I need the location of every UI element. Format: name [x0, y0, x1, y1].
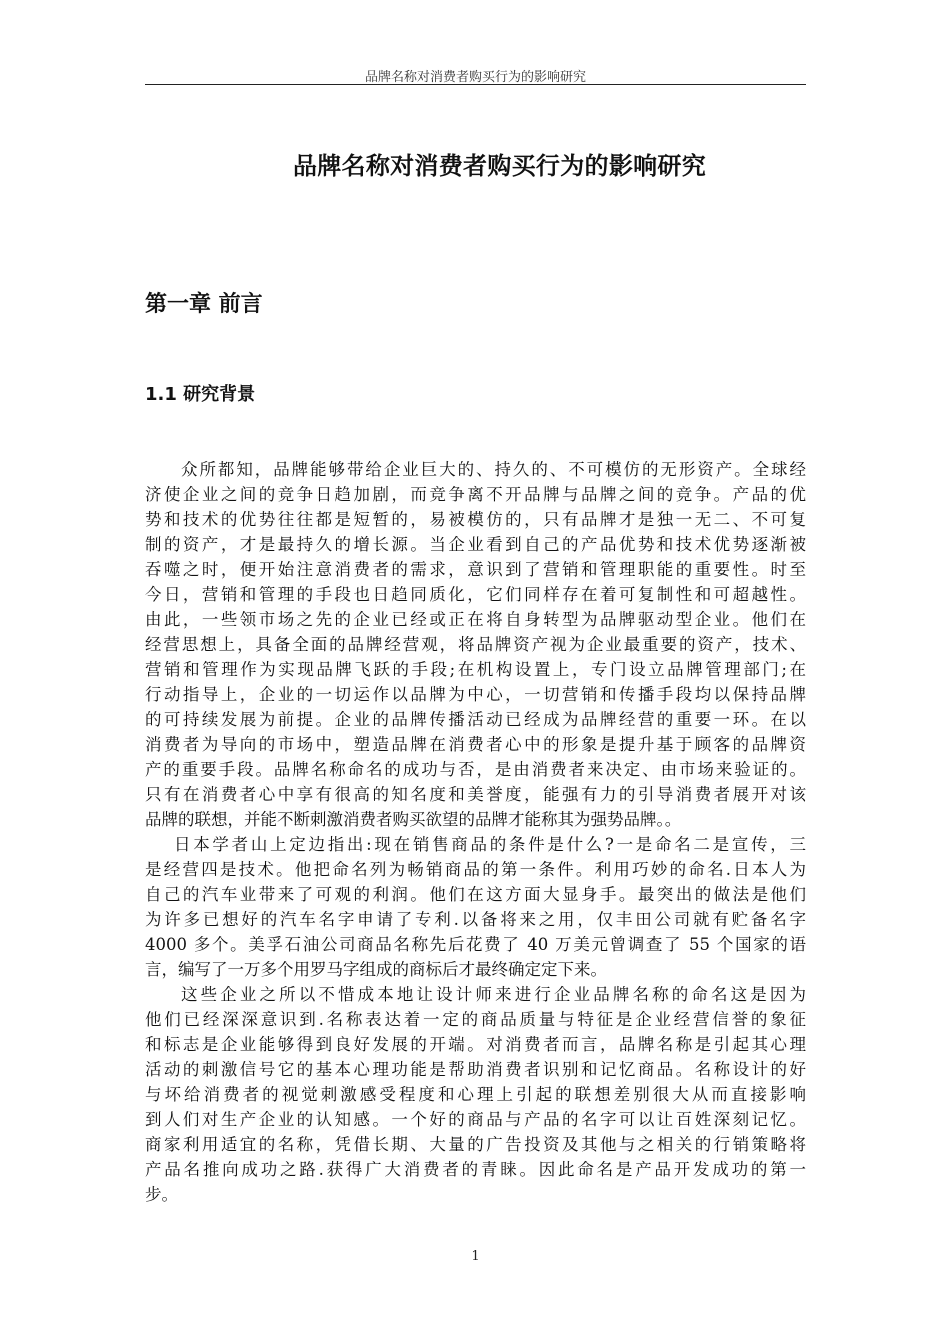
text-line: 的可持续发展为前提。企业的品牌传播活动已经成为品牌经营的重要一环。在以 — [145, 710, 806, 729]
page-number: 1 — [471, 1249, 480, 1264]
text-line: 与坏给消费者的视觉刺激感受程度和心理上引起的联想差别很大从而直接影响 — [145, 1085, 806, 1104]
document-title: 品牌名称对消费者购买行为的影响研究 — [292, 152, 707, 180]
text-line: 品牌的联想，并能不断刺激消费者购买欲望的品牌才能称其为强势品牌。。 — [145, 810, 682, 829]
paragraph-1 — [145, 457, 806, 832]
text-line: 消费者为导向的市场中，塑造品牌在消费者心中的形象是提升基于顾客的品牌资 — [145, 735, 806, 754]
chapter-heading: 第一章 前言 — [145, 292, 263, 317]
text-line: 产的重要手段。品牌名称命名的成功与否，是由消费者来决定、由市场来验证的。 — [145, 760, 806, 779]
text-line: 为许多已想好的汽车名字申请了专利.以备将来之用，仅丰田公司就有贮备名字 — [145, 910, 806, 929]
text-line: 和标志是企业能够得到良好发展的开端。对消费者而言，品牌名称是引起其心理 — [145, 1035, 806, 1054]
paragraph-3 — [145, 982, 806, 1207]
text-line: 4000 多个。美孚石油公司商品名称先后花费了 40 万美元曾调查了 55 个国家的语 — [145, 935, 806, 954]
running-header: 品牌名称对消费者购买行为的影响研究 — [364, 70, 586, 85]
text-line: 是经营四是技术。他把命名列为畅销商品的第一条件。利用巧妙的命名.日本人为 — [145, 860, 806, 879]
text-line: 步。 — [145, 1185, 178, 1204]
text-line: 众所都知，品牌能够带给企业巨大的、持久的、不可模仿的无形资产。全球经 — [181, 460, 806, 479]
text-line: 产品名推向成功之路.获得广大消费者的青睐。因此命名是产品开发成功的第一 — [145, 1160, 806, 1179]
text-line: 他们已经深深意识到.名称表达着一定的商品质量与特征是企业经营信誉的象征 — [145, 1010, 806, 1029]
text-line: 由此，一些领市场之先的企业已经或正在将自身转型为品牌驱动型企业。他们在 — [145, 610, 806, 629]
text-line: 今日，营销和管理的手段也日趋同质化，它们同样存在着可复制性和可超越性。 — [145, 585, 806, 604]
body-text — [145, 457, 806, 1207]
text-line: 自己的汽车业带来了可观的利润。他们在这方面大显身手。最突出的做法是他们 — [145, 885, 806, 904]
text-line: 济使企业之间的竞争日趋加剧，而竞争离不开品牌与品牌之间的竞争。产品的优 — [145, 485, 806, 504]
text-line: 活动的刺激信号它的基本心理功能是帮助消费者识别和记忆商品。名称设计的好 — [145, 1060, 806, 1079]
text-line: 经营思想上，具备全面的品牌经营观，将品牌资产视为企业最重要的资产，技术、 — [145, 635, 806, 654]
text-line: 行动指导上，企业的一切运作以品牌为中心，一切营销和传播手段均以保持品牌 — [145, 685, 806, 704]
section-heading: 1.1 研究背景 — [145, 384, 256, 405]
text-line: 日本学者山上定边指出:现在销售商品的条件是什么?一是命名二是宣传，三 — [174, 835, 806, 854]
text-line: 言，编写了一万多个用罗马字组成的商标后才最终确定定下来。 — [145, 960, 607, 979]
header-rule — [145, 84, 806, 85]
text-line: 只有在消费者心中享有很高的知名度和美誉度，能强有力的引导消费者展开对该 — [145, 785, 806, 804]
text-line: 这些企业之所以不惜成本地让设计师来进行企业品牌名称的命名这是因为 — [181, 985, 806, 1004]
text-line: 到人们对生产企业的认知感。一个好的商品与产品的名字可以让百姓深刻记忆。 — [145, 1110, 806, 1129]
text-line: 势和技术的优势往往都是短暂的，易被模仿的，只有品牌才是独一无二、不可复 — [145, 510, 806, 529]
text-line: 制的资产，才是最持久的增长源。当企业看到自己的产品优势和技术优势逐渐被 — [145, 535, 806, 554]
text-line: 吞噬之时，便开始注意消费者的需求，意识到了营销和管理职能的重要性。时至 — [145, 560, 806, 579]
text-line: 营销和管理作为实现品牌飞跃的手段;在机构设置上，专门设立品牌管理部门;在 — [145, 660, 806, 679]
paragraph-2 — [145, 832, 806, 982]
text-line: 商家利用适宜的名称，凭借长期、大量的广告投资及其他与之相关的行销策略将 — [145, 1135, 806, 1154]
